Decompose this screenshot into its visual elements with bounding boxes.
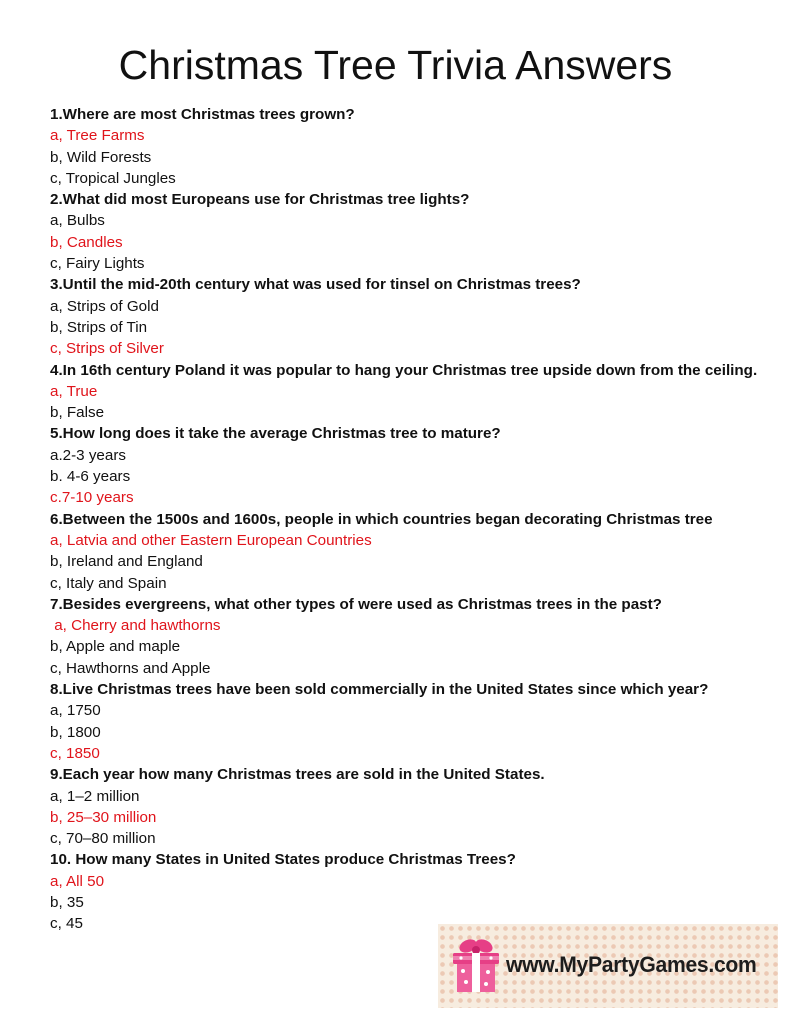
question-block	[50, 189, 778, 274]
answer-option: a.2-3 years	[50, 446, 126, 464]
answer-option: b, 1800	[50, 723, 101, 741]
gift-box-icon	[450, 934, 502, 996]
question-text: 1.Where are most Christmas trees grown?	[50, 106, 355, 123]
answer-option: c, Tropical Jungles	[50, 169, 176, 187]
correct-answer-option: a, Cherry and hawthorns	[50, 617, 221, 635]
question-text: 9.Each year how many Christmas trees are sold in the United States.	[50, 766, 545, 784]
answer-option: b, 35	[50, 893, 84, 911]
answer-option: c, Fairy Lights	[50, 255, 145, 273]
site-logo-badge[interactable]	[438, 924, 778, 1008]
correct-answer-option: a, All 50	[50, 872, 105, 890]
correct-answer-option: b, Candles	[50, 233, 123, 251]
question-text: 7.Besides evergreens, what other types of were used as Christmas trees in the past?	[50, 595, 662, 613]
site-url[interactable]: www.MyPartyGames.com	[506, 952, 757, 977]
answer-option: b, Ireland and England	[50, 553, 203, 571]
answer-option: c, Italy and Spain	[50, 574, 167, 592]
answer-option: b, Wild Forests	[50, 148, 152, 166]
correct-answer-option: c, 1850	[50, 744, 100, 762]
answer-option: a, 1750	[50, 702, 101, 720]
question-block	[50, 274, 778, 359]
question-text: 3.Until the mid-20th century what was used for tinsel on Christmas trees?	[50, 276, 581, 294]
answer-option: a, Strips of Gold	[50, 297, 159, 315]
question-block	[50, 360, 778, 424]
answer-option: b, Apple and maple	[50, 638, 181, 656]
answer-option: c, 70–80 million	[50, 830, 156, 848]
answer-option: b. 4-6 years	[50, 468, 131, 486]
correct-answer-option: c, Strips of Silver	[50, 340, 164, 358]
answer-option: b, False	[50, 404, 105, 422]
correct-answer-option: c.7-10 years	[50, 489, 134, 507]
question-block	[50, 423, 778, 508]
question-block	[50, 849, 778, 934]
question-block	[50, 594, 778, 679]
quiz-list	[50, 104, 778, 935]
question-block	[50, 764, 778, 849]
correct-answer-option: a, Tree Farms	[50, 127, 145, 145]
question-block	[50, 104, 778, 189]
question-text: 6.Between the 1500s and 1600s, people in which countries began decorating Christmas tree	[50, 510, 713, 528]
answer-option: c, 45	[50, 915, 83, 933]
question-block	[50, 679, 778, 764]
page-title: Christmas Tree Trivia Answers	[118, 42, 673, 88]
answer-option: a, 1–2 million	[50, 787, 140, 805]
answer-option: b, Strips of Tin	[50, 318, 148, 336]
question-text: 8.Live Christmas trees have been sold commercially in the United States since which year?	[50, 681, 709, 699]
answer-option: c, Hawthorns and Apple	[50, 659, 211, 677]
correct-answer-option: a, True	[50, 382, 98, 400]
question-block	[50, 509, 778, 594]
question-text: 10. How many States in United States produce Christmas Trees?	[50, 851, 516, 869]
correct-answer-option: a, Latvia and other Eastern European Countries	[50, 531, 372, 549]
question-text: 2.What did most Europeans use for Christmas tree lights?	[50, 191, 470, 209]
correct-answer-option: b, 25–30 million	[50, 808, 157, 826]
answer-option: a, Bulbs	[50, 212, 105, 230]
question-text: 4.In 16th century Poland it was popular to hang your Christmas tree upside down from the ceiling.	[50, 361, 758, 379]
question-text: 5.How long does it take the average Christmas tree to mature?	[50, 425, 501, 443]
